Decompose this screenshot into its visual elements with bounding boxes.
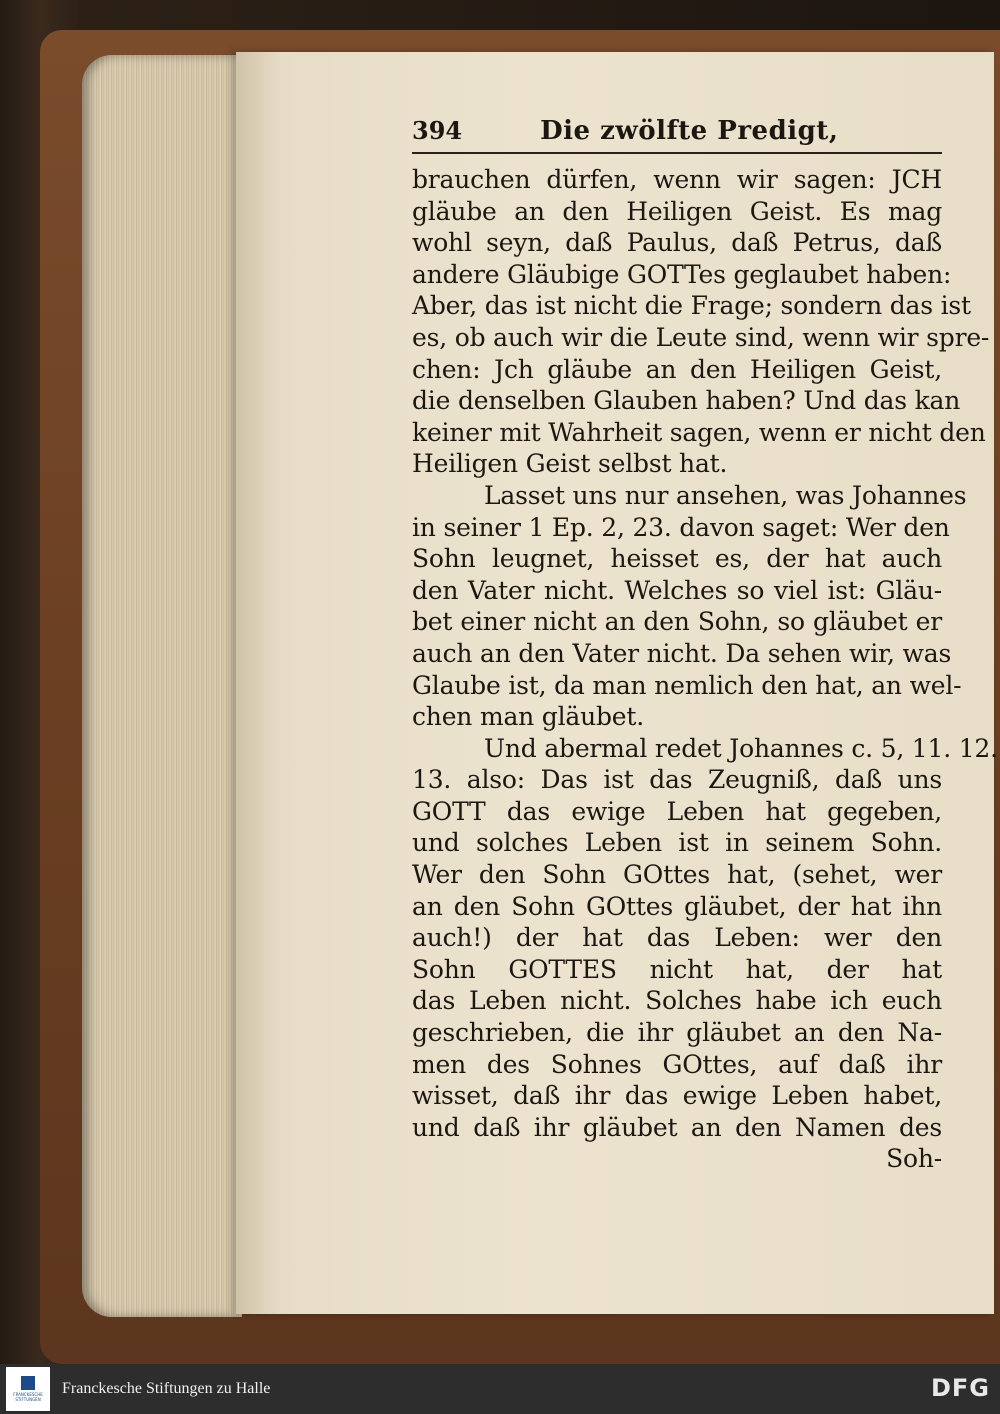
body-text bbox=[412, 164, 998, 1175]
text-line: auch an den Vater nicht. Da sehen wir, was bbox=[412, 638, 952, 668]
text-line: Sohn leugnet, heisset es, der hat auch bbox=[412, 544, 942, 574]
text-line: wohl seyn, daß Paulus, daß Petrus, daß bbox=[412, 228, 942, 258]
text-line: an den Sohn GOttes gläubet, der hat ihn bbox=[412, 891, 942, 921]
text-line: 13. also: Das ist das Zeugniß, daß uns bbox=[412, 765, 942, 795]
text-line: die denselben Glauben haben? Und das kan bbox=[412, 386, 961, 416]
text-line: chen: Jch gläube an den Heiligen Geist, bbox=[412, 354, 942, 384]
text-line: Wer den Sohn GOttes hat, (sehet, wer bbox=[412, 860, 942, 890]
text-line: Glaube ist, da man nemlich den hat, an wel- bbox=[412, 670, 962, 700]
logo-mark-icon bbox=[21, 1376, 35, 1390]
catchword: Soh- bbox=[886, 1144, 942, 1174]
text-line: andere Gläubige GOTTes geglaubet haben: bbox=[412, 259, 952, 289]
text-line: Heiligen Geist selbst hat. bbox=[412, 449, 728, 479]
dfg-logo[interactable]: DFG bbox=[930, 1374, 990, 1402]
text-line: gläube an den Heiligen Geist. Es mag bbox=[412, 196, 942, 226]
book-page bbox=[236, 52, 998, 1314]
text-line: GOTT das ewige Leben hat gegeben, bbox=[412, 796, 942, 826]
text-line: Und abermal redet Johannes c. 5, 11. 12. bbox=[484, 733, 998, 763]
text-line: das Leben nicht. Solches habe ich euch bbox=[412, 986, 942, 1016]
text-line: auch!) der hat das Leben: wer den bbox=[412, 923, 942, 953]
running-head bbox=[412, 116, 942, 154]
logo-text: FRANCKESCHE STIFTUNGEN bbox=[13, 1392, 43, 1402]
text-line: brauchen dürfen, wenn wir sagen: JCH bbox=[412, 165, 942, 194]
text-line: chen man gläubet. bbox=[412, 702, 645, 732]
text-line: den Vater nicht. Welches so viel ist: Gläu- bbox=[412, 575, 942, 605]
text-line: bet einer nicht an den Sohn, so gläubet er bbox=[412, 607, 942, 637]
text-line: in seiner 1 Ep. 2, 23. davon saget: Wer den bbox=[412, 512, 950, 542]
running-title: Die zwölfte Predigt, bbox=[540, 116, 839, 146]
page-number: 394 bbox=[412, 116, 463, 145]
text-line: Sohn GOTTES nicht hat, der hat bbox=[412, 954, 942, 984]
text-line: es, ob auch wir die Leute sind, wenn wir spre- bbox=[412, 322, 990, 352]
text-line: men des Sohnes GOttes, auf daß ihr bbox=[412, 1049, 942, 1079]
footer-bar bbox=[0, 1364, 1000, 1414]
text-line: geschrieben, die ihr gläubet an den Na- bbox=[412, 1018, 942, 1048]
text-line: Lasset uns nur ansehen, was Johannes bbox=[484, 480, 967, 510]
text-line: und solches Leben ist in seinem Sohn. bbox=[412, 828, 942, 858]
text-line: und daß ihr gläubet an den Namen des bbox=[412, 1112, 942, 1142]
page-text-block bbox=[412, 116, 998, 1175]
text-line: keiner mit Wahrheit sagen, wenn er nicht den bbox=[412, 417, 986, 447]
institution-name[interactable]: Franckesche Stiftungen zu Halle bbox=[62, 1380, 271, 1397]
institution-logo[interactable] bbox=[6, 1367, 50, 1411]
text-line: wisset, daß ihr das ewige Leben habet, bbox=[412, 1081, 942, 1111]
text-line: Aber, das ist nicht die Frage; sondern das ist bbox=[412, 291, 971, 321]
page-edges bbox=[82, 55, 242, 1317]
